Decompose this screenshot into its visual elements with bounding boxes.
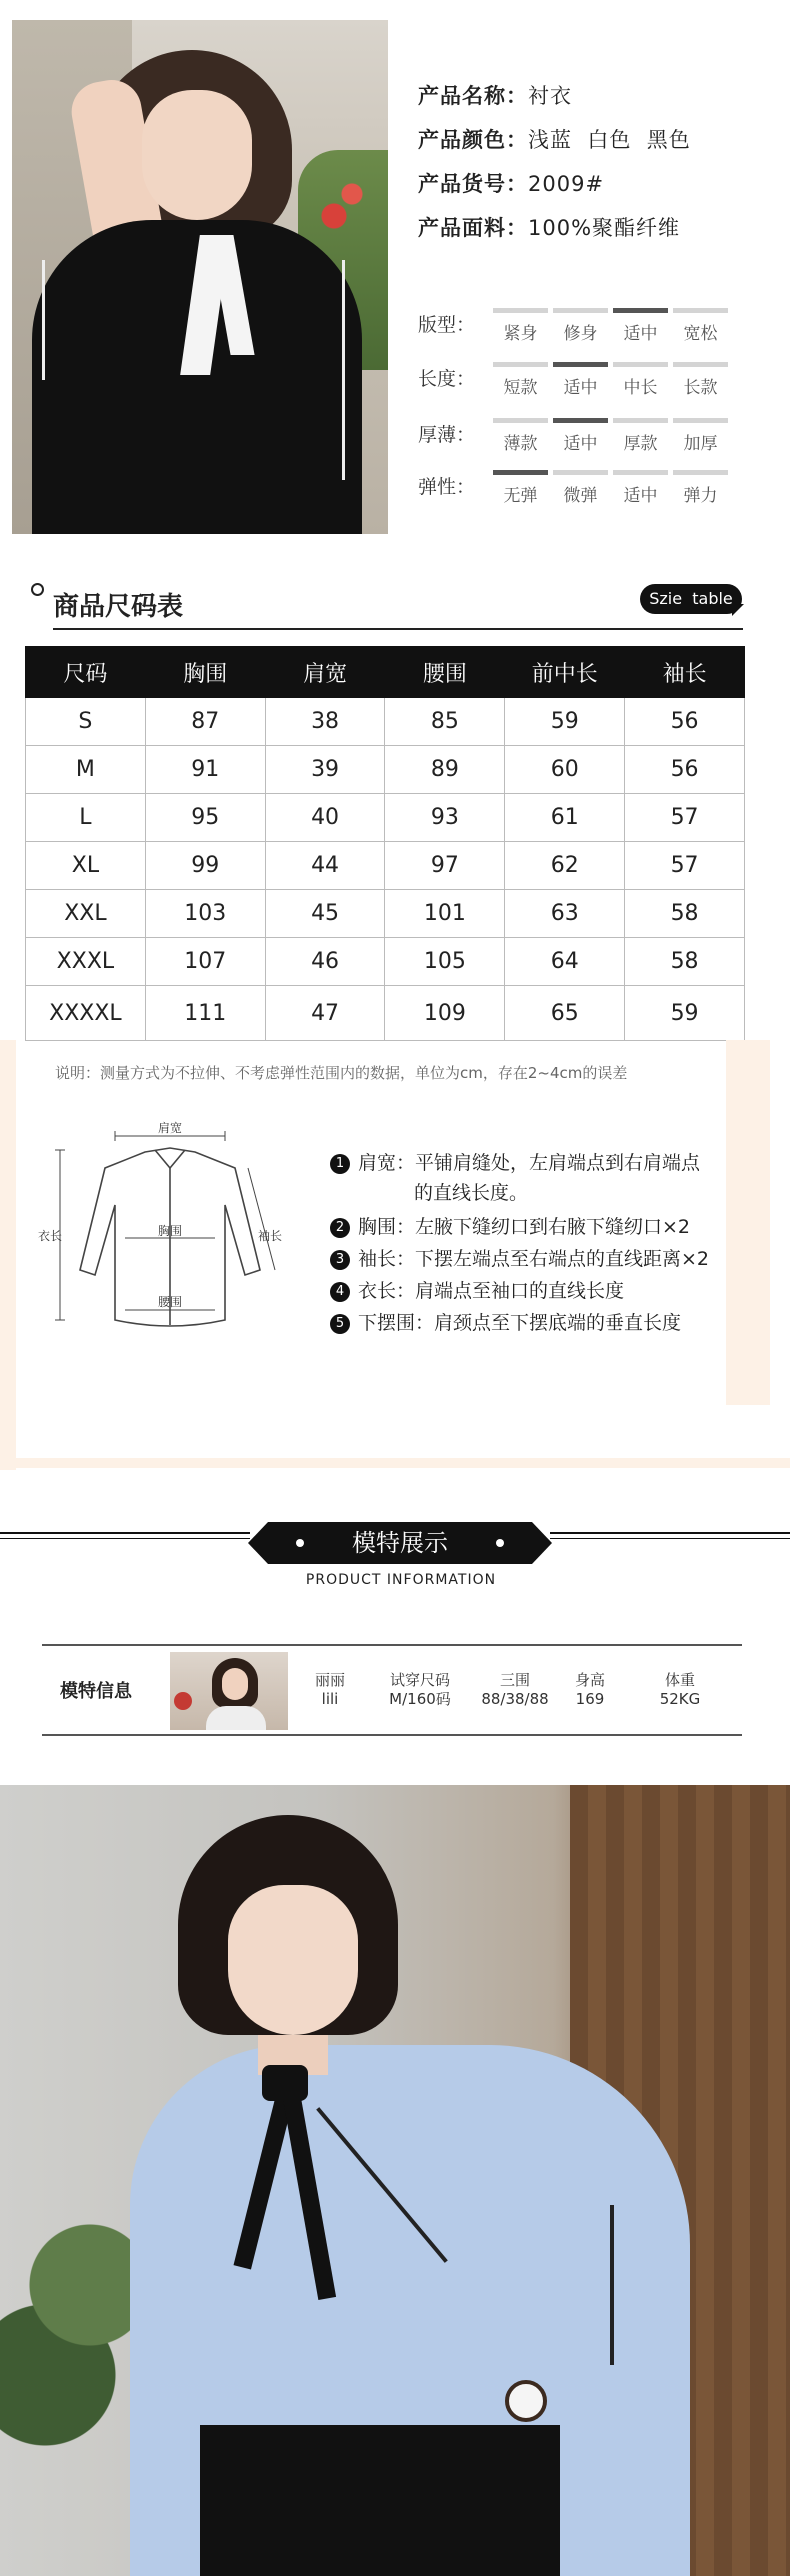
product-fabric-label: 产品面料： xyxy=(418,216,528,240)
banner-rule-left-thin xyxy=(0,1538,250,1539)
attribute-bar xyxy=(673,362,728,367)
section-divider xyxy=(53,628,743,630)
attribute-option xyxy=(553,470,608,506)
size-table-header-cell: 尺码 xyxy=(26,647,146,698)
table-cell: XXXXL xyxy=(26,986,146,1041)
banner-dot-icon xyxy=(296,1539,304,1547)
measure-text: 的直线长度。 xyxy=(414,1182,529,1204)
model-info-key: 身高 xyxy=(574,1671,605,1689)
attribute-option-label: 加厚 xyxy=(683,434,718,454)
measure-note: 说明：测量方式为不拉伸、不考虑弹性范围内的数据，单位为cm，存在2~4cm的误差 xyxy=(55,1064,628,1082)
table-cell: 105 xyxy=(385,938,505,986)
model-section-subtitle: PRODUCT INFORMATION xyxy=(305,1572,497,1588)
attribute-bar xyxy=(493,308,548,313)
attribute-option-label: 厚款 xyxy=(623,434,658,454)
table-cell: 61 xyxy=(505,794,625,842)
attribute-option xyxy=(613,470,668,506)
attribute-selected-bar xyxy=(493,470,548,475)
model-info-border-bottom xyxy=(42,1734,742,1736)
size-table xyxy=(25,646,745,1041)
attribute-option-label: 适中 xyxy=(563,434,598,454)
attribute-bar xyxy=(493,362,548,367)
model-info-column xyxy=(380,1671,460,1709)
model-info-column xyxy=(555,1671,625,1709)
attribute-option xyxy=(553,308,608,344)
measure-number-badge: 3 xyxy=(330,1250,350,1270)
table-row xyxy=(26,746,745,794)
product-name-row xyxy=(418,80,572,110)
table-cell: 57 xyxy=(625,794,745,842)
model-info-key: 丽丽 xyxy=(314,1671,345,1689)
model-info-value: lili xyxy=(321,1690,339,1708)
attribute-option xyxy=(493,418,548,454)
table-cell: 58 xyxy=(625,890,745,938)
attribute-label: 长度： xyxy=(418,368,476,390)
model-thumbnail xyxy=(170,1652,288,1730)
attribute-option xyxy=(493,362,548,398)
table-cell: XXL xyxy=(26,890,146,938)
size-table-header-cell: 肩宽 xyxy=(265,647,385,698)
model-info-key: 体重 xyxy=(664,1671,695,1689)
table-cell: XXXL xyxy=(26,938,146,986)
attribute-option xyxy=(553,418,608,454)
attribute-option xyxy=(493,470,548,506)
page-edge-left xyxy=(0,1040,16,1470)
size-table-header-cell: 胸围 xyxy=(145,647,265,698)
table-cell: 87 xyxy=(145,698,265,746)
table-row xyxy=(26,890,745,938)
measure-number-badge: 2 xyxy=(330,1218,350,1238)
attribute-option xyxy=(673,470,728,506)
product-fabric-row xyxy=(418,212,680,242)
size-table-badge: Szie table xyxy=(640,584,742,614)
table-cell: M xyxy=(26,746,146,794)
attribute-option xyxy=(673,362,728,398)
product-name-value: 衬衣 xyxy=(528,84,572,108)
table-cell: 65 xyxy=(505,986,625,1041)
measure-item xyxy=(330,1148,700,1175)
table-cell: 59 xyxy=(505,698,625,746)
table-cell: 64 xyxy=(505,938,625,986)
attribute-bar xyxy=(613,470,668,475)
banner-rule-left xyxy=(0,1532,250,1534)
attribute-option xyxy=(673,308,728,344)
attribute-bar xyxy=(673,470,728,475)
diagram-label-shoulder: 肩宽 xyxy=(157,1121,183,1135)
attribute-option-label: 紧身 xyxy=(503,324,538,344)
table-cell: 91 xyxy=(145,746,265,794)
diagram-label-length: 衣长 xyxy=(37,1229,63,1243)
section-bullet-icon xyxy=(31,583,44,596)
attribute-selected-bar xyxy=(613,308,668,313)
attribute-option-label: 宽松 xyxy=(683,324,718,344)
page-edge-bottom xyxy=(0,1458,790,1468)
attribute-option-label: 中长 xyxy=(623,378,658,398)
model-banner xyxy=(248,1522,552,1564)
measure-item xyxy=(330,1244,709,1271)
attribute-option-label: 短款 xyxy=(503,378,538,398)
table-cell: 47 xyxy=(265,986,385,1041)
model-info-key: 三围 xyxy=(499,1671,530,1689)
model-info-border-top xyxy=(42,1644,742,1646)
model-info-value: 88/38/88 xyxy=(481,1690,549,1708)
attribute-option xyxy=(493,308,548,344)
measure-text: 袖长：下摆左端点至右端点的直线距离×2 xyxy=(358,1248,710,1270)
attribute-option xyxy=(673,418,728,454)
table-cell: 44 xyxy=(265,842,385,890)
measure-text: 下摆围：肩颈点至下摆底端的垂直长度 xyxy=(358,1312,682,1334)
size-table-header xyxy=(26,647,745,698)
attribute-label: 版型： xyxy=(418,314,476,336)
table-row xyxy=(26,842,745,890)
diagram-label-sleeve: 袖长 xyxy=(257,1229,283,1243)
page-edge-right xyxy=(726,1040,770,1405)
measure-text: 衣长：肩端点至袖口的直线长度 xyxy=(358,1280,625,1302)
model-info-value: M/160码 xyxy=(389,1690,451,1708)
measure-number-badge: 1 xyxy=(330,1154,350,1174)
table-cell: 63 xyxy=(505,890,625,938)
table-row xyxy=(26,698,745,746)
table-cell: 62 xyxy=(505,842,625,890)
attribute-option-label: 适中 xyxy=(623,486,658,506)
table-cell: 39 xyxy=(265,746,385,794)
attribute-option xyxy=(613,418,668,454)
banner-rule-right-thin xyxy=(550,1538,790,1539)
model-photo xyxy=(0,1785,790,2576)
attribute-bar xyxy=(673,308,728,313)
attribute-bar xyxy=(613,418,668,423)
table-cell: 85 xyxy=(385,698,505,746)
measure-item xyxy=(414,1178,528,1205)
table-cell: 107 xyxy=(145,938,265,986)
attribute-bar xyxy=(553,308,608,313)
table-cell: 46 xyxy=(265,938,385,986)
attribute-option xyxy=(613,308,668,344)
shirt-diagram xyxy=(30,1120,290,1350)
table-cell: 56 xyxy=(625,746,745,794)
attribute-option-label: 长款 xyxy=(683,378,718,398)
product-sku-value: 2009# xyxy=(528,172,605,196)
measure-text: 胸围：左腋下缝纫口到右腋下缝纫口×2 xyxy=(358,1216,691,1238)
table-cell: 60 xyxy=(505,746,625,794)
table-cell: S xyxy=(26,698,146,746)
banner-rule-right xyxy=(550,1532,790,1534)
badge-tail xyxy=(732,604,744,616)
attribute-option xyxy=(613,362,668,398)
attribute-bar xyxy=(493,418,548,423)
size-chart-title: 商品尺码表 xyxy=(53,592,184,622)
attribute-label: 厚薄： xyxy=(418,424,476,446)
attribute-option-label: 弹力 xyxy=(683,486,718,506)
attribute-option-label: 适中 xyxy=(563,378,598,398)
table-cell: 99 xyxy=(145,842,265,890)
table-cell: 58 xyxy=(625,938,745,986)
measure-item xyxy=(330,1276,624,1303)
table-cell: 93 xyxy=(385,794,505,842)
table-cell: 59 xyxy=(625,986,745,1041)
attribute-selected-bar xyxy=(553,362,608,367)
table-cell: 97 xyxy=(385,842,505,890)
table-cell: 38 xyxy=(265,698,385,746)
model-section-title: 模特展示 xyxy=(352,1529,448,1557)
table-row xyxy=(26,794,745,842)
measure-number-badge: 5 xyxy=(330,1314,350,1334)
model-info-label: 模特信息 xyxy=(60,1681,132,1702)
model-info-column xyxy=(645,1671,715,1709)
hero-product-photo xyxy=(12,20,388,534)
table-cell: 57 xyxy=(625,842,745,890)
attribute-bar xyxy=(553,470,608,475)
size-table-header-cell: 腰围 xyxy=(385,647,505,698)
table-cell: L xyxy=(26,794,146,842)
measure-item xyxy=(330,1212,690,1239)
attribute-option xyxy=(553,362,608,398)
product-color-value: 浅蓝 白色 黑色 xyxy=(528,128,691,152)
table-row xyxy=(26,938,745,986)
table-cell: 45 xyxy=(265,890,385,938)
table-cell: 101 xyxy=(385,890,505,938)
size-table-header-cell: 袖长 xyxy=(625,647,745,698)
table-cell: 89 xyxy=(385,746,505,794)
table-cell: 111 xyxy=(145,986,265,1041)
model-info-value: 169 xyxy=(575,1690,605,1708)
table-cell: 56 xyxy=(625,698,745,746)
attribute-bar xyxy=(613,362,668,367)
attribute-selected-bar xyxy=(553,418,608,423)
size-table-header-cell: 前中长 xyxy=(505,647,625,698)
attribute-option-label: 无弹 xyxy=(503,486,538,506)
table-cell: 109 xyxy=(385,986,505,1041)
measure-text: 肩宽：平铺肩缝处，左肩端点到右肩端点 xyxy=(358,1152,701,1174)
product-color-row xyxy=(418,124,691,154)
table-cell: 103 xyxy=(145,890,265,938)
product-fabric-value: 100%聚酯纤维 xyxy=(528,216,681,240)
diagram-label-chest: 胸围 xyxy=(157,1224,183,1238)
table-row xyxy=(26,986,745,1041)
model-info-value: 52KG xyxy=(659,1690,701,1708)
measure-item xyxy=(330,1308,681,1335)
attribute-option-label: 薄款 xyxy=(503,434,538,454)
banner-dot-icon xyxy=(496,1539,504,1547)
product-color-label: 产品颜色： xyxy=(418,128,528,152)
model-info-column xyxy=(300,1671,360,1709)
table-cell: XL xyxy=(26,842,146,890)
product-sku-label: 产品货号： xyxy=(418,172,528,196)
attribute-label: 弹性： xyxy=(418,476,476,498)
attribute-option-label: 适中 xyxy=(623,324,658,344)
diagram-label-hem: 腰围 xyxy=(157,1295,183,1309)
attribute-option-label: 修身 xyxy=(563,324,598,344)
product-name-label: 产品名称： xyxy=(418,84,528,108)
model-info-column xyxy=(470,1671,560,1709)
attribute-option-label: 微弹 xyxy=(563,486,598,506)
measure-number-badge: 4 xyxy=(330,1282,350,1302)
table-cell: 40 xyxy=(265,794,385,842)
model-info-key: 试穿尺码 xyxy=(389,1671,450,1689)
table-cell: 95 xyxy=(145,794,265,842)
product-sku-row xyxy=(418,168,604,198)
attribute-bar xyxy=(673,418,728,423)
